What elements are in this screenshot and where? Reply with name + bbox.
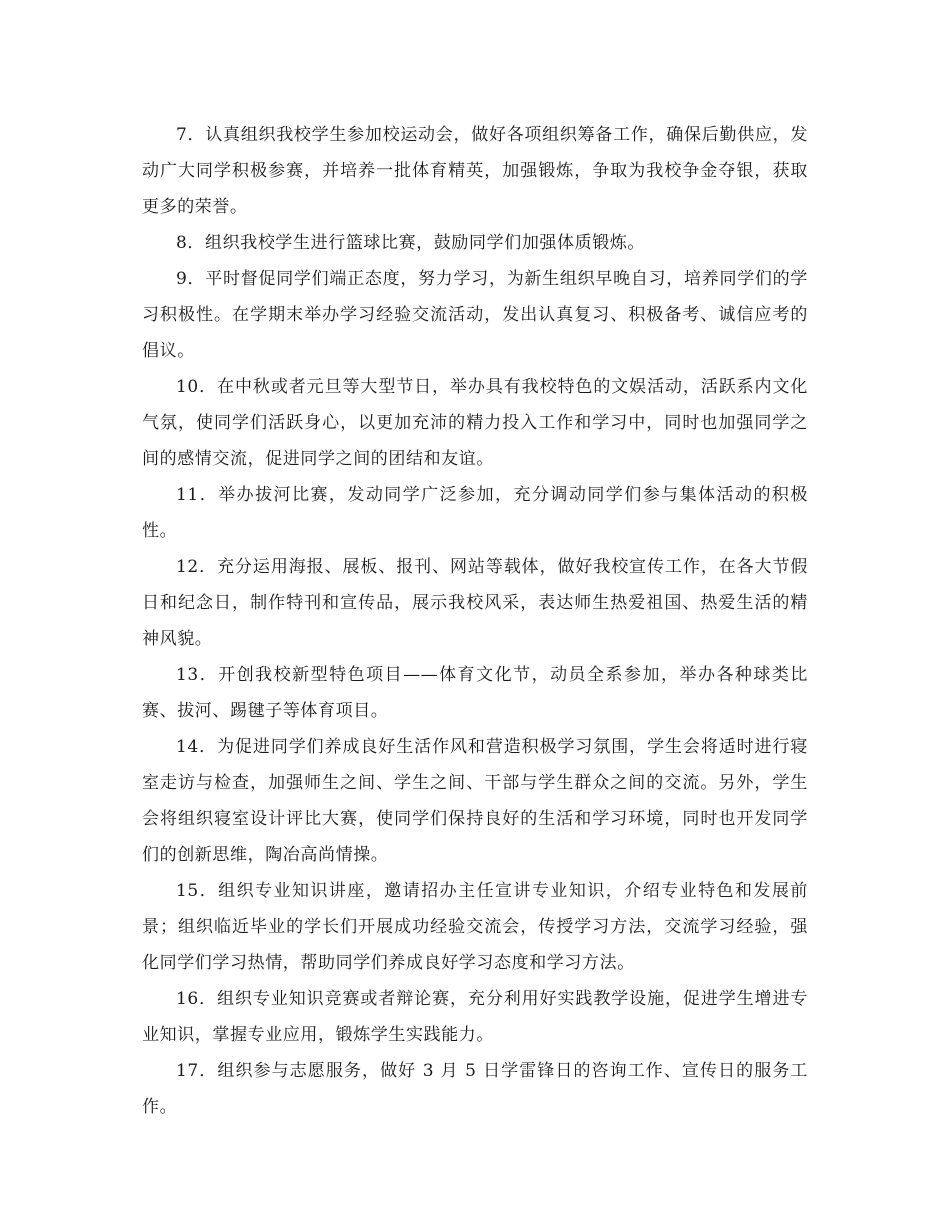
paragraph-item-13: 13．开创我校新型特色项目——体育文化节，动员全系参加，举办各种球类比赛、拔河、踢毽子等体育项目。 bbox=[142, 665, 808, 721]
paragraph-item-16: 16．组织专业知识竞赛或者辩论赛，充分利用好实践教学设施，促进学生增进专业知识，掌握专业应用，锻炼学生实践能力。 bbox=[142, 989, 808, 1045]
paragraph-item-10: 10．在中秋或者元旦等大型节日，举办具有我校特色的文娱活动，活跃系内文化气氛，使同学们活跃身心，以更加充沛的精力投入工作和学习中，同时也加强同学之间的感情交流，促进同学之间的团结和友谊。 bbox=[142, 377, 808, 469]
document-page bbox=[142, 117, 808, 1125]
paragraph-item-7: 7．认真组织我校学生参加校运动会，做好各项组织筹备工作，确保后勤供应，发动广大同学积极参赛，并培养一批体育精英，加强锻炼，争取为我校争金夺银，获取更多的荣誉。 bbox=[142, 125, 808, 217]
paragraph-item-9: 9．平时督促同学们端正态度，努力学习，为新生组织早晚自习，培养同学们的学习积极性。在学期末举办学习经验交流活动，发出认真复习、积极备考、诚信应考的倡议。 bbox=[142, 269, 808, 361]
paragraph-item-11: 11．举办拔河比赛，发动同学广泛参加，充分调动同学们参与集体活动的积极性。 bbox=[142, 485, 808, 541]
paragraph-item-17: 17．组织参与志愿服务，做好 3 月 5 日学雷锋日的咨询工作、宣传日的服务工作。 bbox=[142, 1061, 808, 1117]
paragraph-item-15: 15．组织专业知识讲座，邀请招办主任宣讲专业知识，介绍专业特色和发展前景；组织临近毕业的学长们开展成功经验交流会，传授学习方法，交流学习经验，强化同学们学习热情，帮助同学们养成良好学习态度和学习方法。 bbox=[142, 881, 808, 973]
paragraph-item-12: 12．充分运用海报、展板、报刊、网站等载体，做好我校宣传工作，在各大节假日和纪念日，制作特刊和宣传品，展示我校风采，表达师生热爱祖国、热爱生活的精神风貌。 bbox=[142, 557, 808, 649]
paragraph-item-14: 14．为促进同学们养成良好生活作风和营造积极学习氛围，学生会将适时进行寝室走访与检查，加强师生之间、学生之间、干部与学生群众之间的交流。另外，学生会将组织寝室设计评比大赛，使同学们保持良好的生活和学习环境，同时也开发同学们的创新思维，陶冶高尚情操。 bbox=[142, 737, 808, 865]
paragraph-item-8: 8．组织我校学生进行篮球比赛，鼓励同学们加强体质锻炼。 bbox=[176, 233, 646, 253]
